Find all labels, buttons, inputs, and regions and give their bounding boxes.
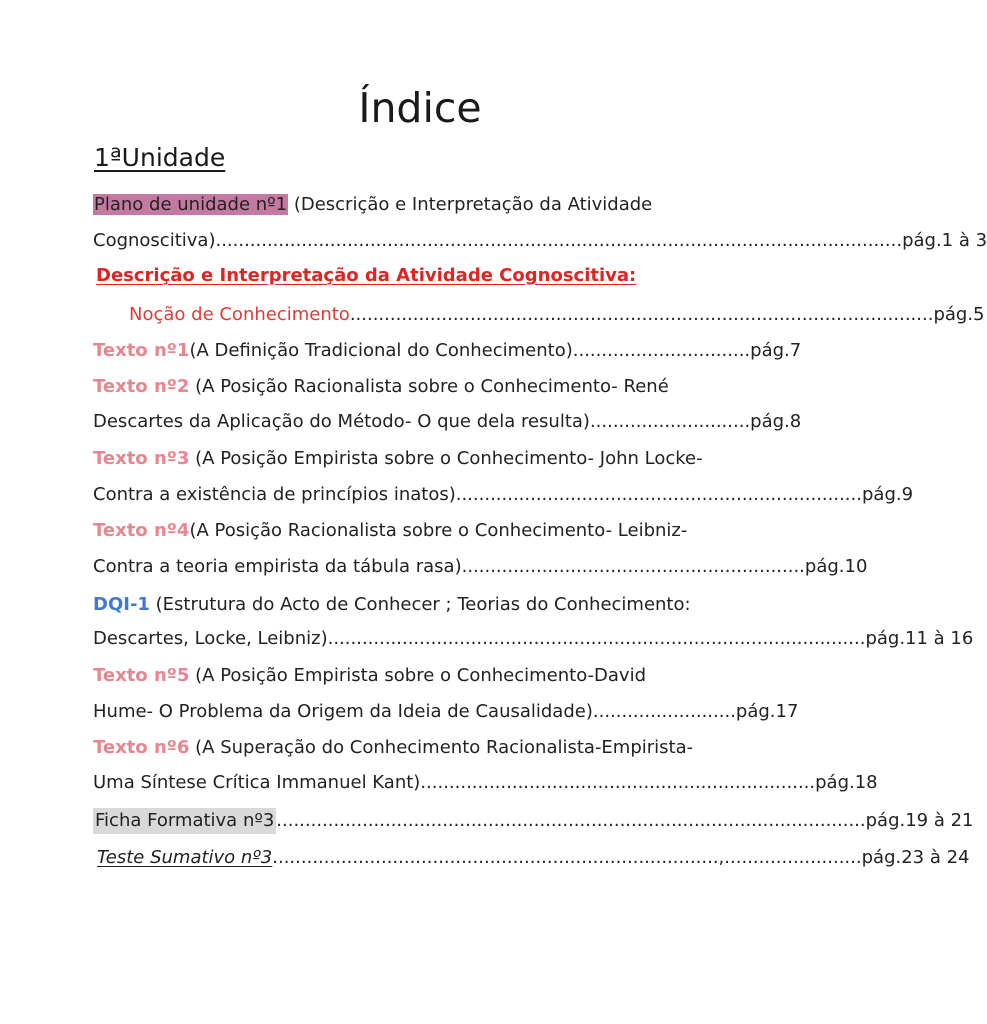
toc-entry-teste — [93, 845, 970, 871]
texto4-text-2: Contra a teoria empirista da tábula rasa) — [93, 556, 462, 577]
leader-dots: .............................................................................................. — [327, 628, 866, 649]
texto5-text-2: Hume- O Problema da Origem da Ideia de Causalidade) — [93, 701, 593, 722]
toc-entry-plano-line1 — [93, 192, 716, 218]
leader-dots: ............................................................ — [461, 556, 805, 577]
leader-dots: ............................... — [572, 340, 751, 361]
ficha-label: Ficha Formativa nº3 — [93, 808, 276, 834]
texto6-label: Texto nº6 — [93, 737, 190, 758]
toc-entry-nocao — [93, 302, 985, 328]
plano-text-1: (Descrição e Interpretação da Atividade — [288, 194, 653, 215]
dqi-text-2: Descartes, Locke, Leibniz) — [93, 628, 328, 649]
toc-entry-texto4-line2 — [93, 554, 868, 580]
leader-dots: ....................................................................................................... — [276, 810, 866, 831]
texto4-text-1: (A Posição Racionalista sobre o Conhecimento- Leibniz- — [189, 520, 688, 541]
texto1-label: Texto nº1 — [93, 340, 190, 361]
leader-dots: ............................ — [589, 411, 751, 432]
toc-entry-texto3-line1 — [93, 446, 716, 472]
page-title: Índice — [358, 84, 482, 132]
unit-heading: 1ªUnidade — [94, 143, 226, 172]
toc-entry-plano-line2 — [93, 228, 987, 254]
toc-entry-texto5-line1 — [93, 663, 716, 689]
texto2-label: Texto nº2 — [93, 376, 190, 397]
page-reference: pág.10 — [804, 556, 868, 577]
page-reference: pág.8 — [750, 411, 802, 432]
leader-dots: ...................................................................................................... — [349, 304, 934, 325]
toc-entry-texto5-line2 — [93, 699, 799, 725]
page-reference: pág.17 — [735, 701, 799, 722]
texto3-text-1: (A Posição Empirista sobre o Conhecimento- John Locke- — [189, 448, 703, 469]
leader-dots: ....................................................................... — [455, 484, 862, 505]
texto2-text-1: (A Posição Racionalista sobre o Conhecimento- René — [189, 376, 669, 397]
leader-dots: ........................................................................................................................ — [215, 230, 903, 251]
leader-dots: ..................................................................... — [420, 772, 816, 793]
page-reference: pág.1 à 3 — [902, 230, 987, 251]
page-reference: pág.5 — [933, 304, 985, 325]
toc-entry-texto6-line1 — [93, 735, 716, 761]
page-reference: pág.23 à 24 — [861, 847, 970, 868]
texto5-label: Texto nº5 — [93, 665, 190, 686]
texto6-text-2: Uma Síntese Crítica Immanuel Kant) — [93, 772, 421, 793]
texto4-label: Texto nº4 — [93, 520, 190, 541]
toc-entry-dqi-line1 — [93, 592, 716, 618]
texto1-text: (A Definição Tradicional do Conhecimento) — [189, 340, 573, 361]
page-reference: pág.11 à 16 — [865, 628, 974, 649]
toc-entry-texto1 — [93, 338, 802, 364]
texto3-label: Texto nº3 — [93, 448, 190, 469]
toc-entry-texto2-line1 — [93, 374, 716, 400]
dqi-text-1: (Estrutura do Acto de Conhecer ; Teorias do Conhecimento: — [149, 594, 691, 615]
leader-dots: ......................... — [592, 701, 736, 722]
page-reference: pág.9 — [861, 484, 914, 505]
section-heading: Descrição e Interpretação da Atividade Cognoscitiva: — [96, 265, 637, 286]
toc-entry-texto3-line2 — [93, 482, 914, 508]
texto6-text-1: (A Superação do Conhecimento Racionalista-Empirista- — [189, 737, 694, 758]
toc-entry-ficha — [93, 808, 974, 834]
plano-text-2: Cognoscitiva) — [93, 230, 216, 251]
nocao-label: Noção de Conhecimento — [129, 304, 350, 325]
page-reference: pág.19 à 21 — [865, 810, 974, 831]
toc-entry-texto2-line2 — [93, 409, 802, 435]
leader-dots: ..............................................................................,........................ — [272, 847, 862, 868]
texto2-text-2: Descartes da Aplicação do Método- O que dela resulta) — [93, 411, 590, 432]
teste-label: Teste Sumativo nº3 — [97, 847, 273, 868]
texto3-text-2: Contra a existência de princípios inatos) — [93, 484, 456, 505]
plano-label: Plano de unidade nº1 — [94, 194, 288, 215]
page-reference: pág.18 — [815, 772, 878, 793]
toc-entry-texto6-line2 — [93, 770, 878, 796]
page-reference: pág.7 — [750, 340, 802, 361]
toc-entry-texto4-line1 — [93, 518, 716, 544]
toc-entry-dqi-line2 — [93, 626, 974, 652]
dqi-label: DQI-1 — [93, 594, 150, 615]
texto5-text-1: (A Posição Empirista sobre o Conhecimento-David — [189, 665, 647, 686]
